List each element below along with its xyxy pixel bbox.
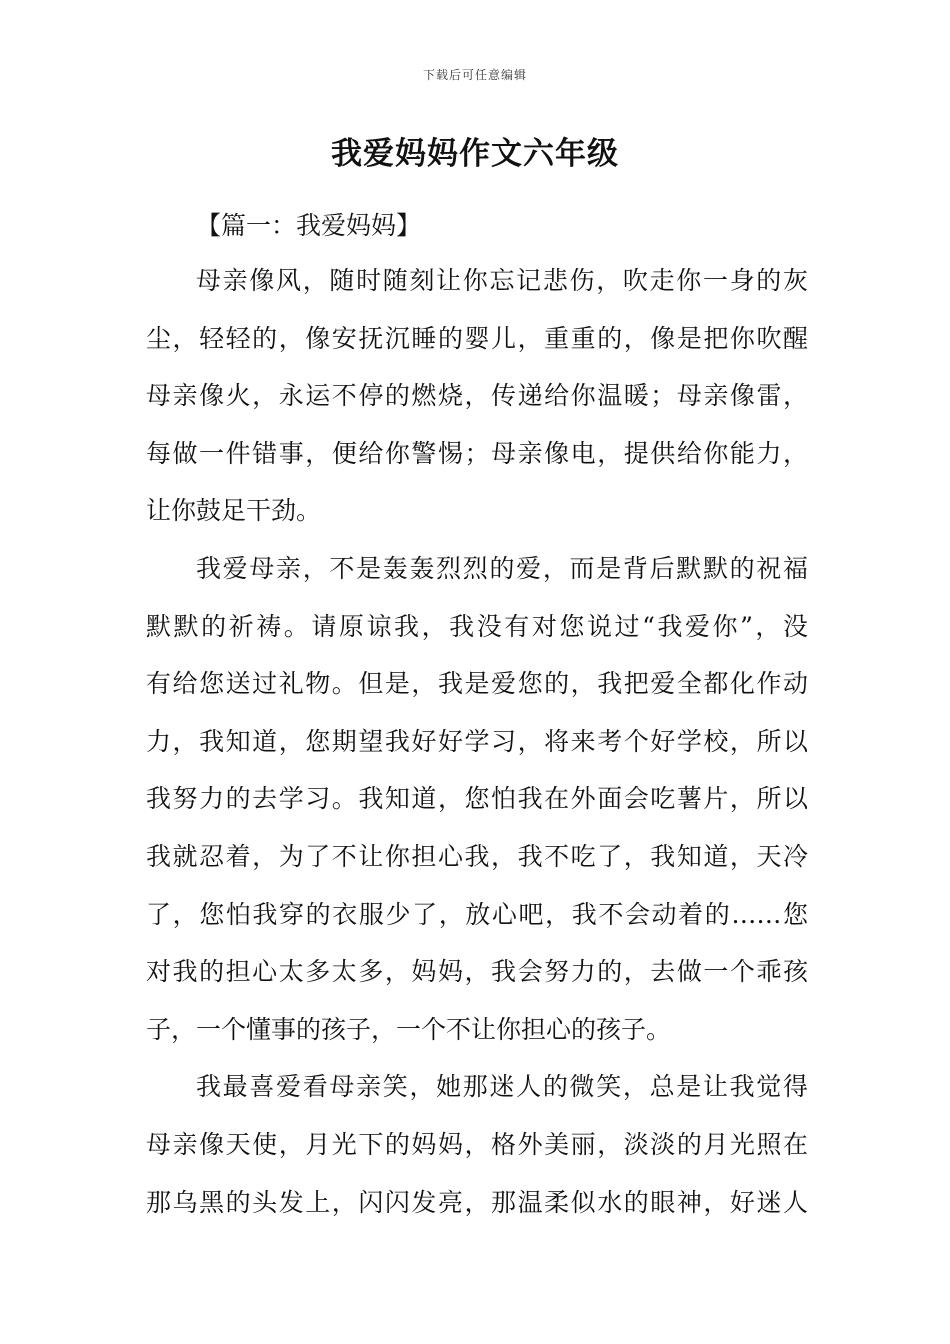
section-heading: 【篇一：我爱妈妈】 <box>196 211 422 240</box>
paragraph-line: 对我的担心太多太多，妈妈，我会努力的，去做一个乖孩 <box>146 957 808 987</box>
paragraph-line: 那乌黑的头发上，闪闪发亮，那温柔似水的眼神，好迷人 <box>146 1187 808 1217</box>
paragraph-line: 让你鼓足干劲。 <box>146 496 322 526</box>
paragraph-line: 有给您送过礼物。但是，我是爱您的，我把爱全都化作动 <box>146 669 808 699</box>
paragraph-line: 母亲像天使，月光下的妈妈，格外美丽，淡淡的月光照在 <box>146 1129 808 1159</box>
paragraph-1 <box>146 252 808 540</box>
paragraph-line: 我就忍着，为了不让你担心我，我不吃了，我知道，天冷 <box>146 841 808 871</box>
paragraph-line: 我爱母亲，不是轰轰烈烈的爱，而是背后默默的祝福 <box>196 553 808 583</box>
header-note: 下载后可任意编辑 <box>422 68 527 82</box>
paragraph-line: 尘，轻轻的，像安抚沉睡的婴儿，重重的，像是把你吹醒 <box>146 323 808 353</box>
paragraph-line: 我最喜爱看母亲笑，她那迷人的微笑，总是让我觉得 <box>196 1072 808 1102</box>
paragraph-line: 我努力的去学习。我知道，您怕我在外面会吃薯片，所以 <box>146 784 808 814</box>
paragraph-line: 子，一个懂事的孩子，一个不让你担心的孩子。 <box>146 1014 672 1044</box>
paragraph-line: 母亲像火，永运不停的燃烧，传递给你温暖；母亲像雷， <box>146 381 808 411</box>
page-title: 我爱妈妈作文六年级 <box>331 136 619 172</box>
body-text <box>146 252 808 1231</box>
paragraph-line: 了，您怕我穿的衣服少了，放心吧，我不会动着的……您 <box>146 899 808 929</box>
paragraph-line: 默默的祈祷。请原谅我，我没有对您说过“我爱你”，没 <box>146 611 808 641</box>
paragraph-line: 力，我知道，您期望我好好学习，将来考个好学校，所以 <box>146 726 808 756</box>
paragraph-2 <box>146 540 808 1058</box>
paragraph-line: 每做一件错事，便给你警惕；母亲像电，提供给你能力， <box>146 438 808 468</box>
paragraph-3 <box>146 1058 808 1231</box>
paragraph-line: 母亲像风，随时随刻让你忘记悲伤，吹走你一身的灰 <box>196 266 808 295</box>
